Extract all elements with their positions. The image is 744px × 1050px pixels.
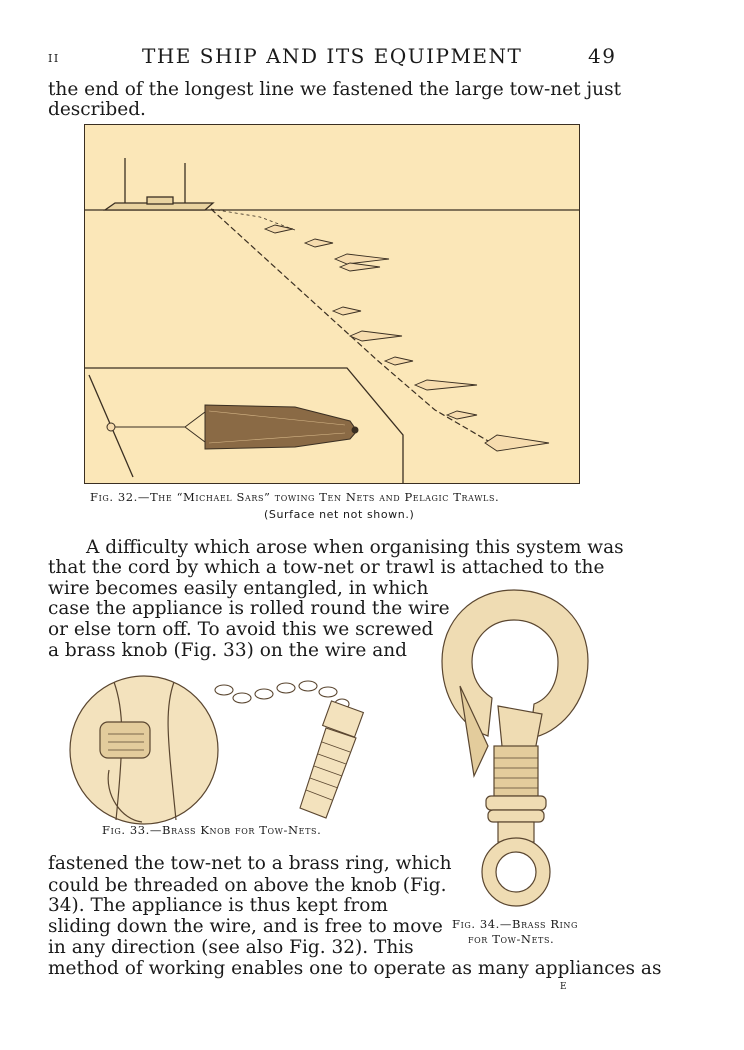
figure-34-caption-line2: for Tow-Nets. (468, 932, 555, 946)
text-line: a brass knob (Fig. 33) on the wire and (48, 640, 408, 661)
chapter-number: II (48, 52, 60, 65)
chain (215, 681, 349, 709)
text-line: the end of the longest line we fastened the large tow-net just (48, 79, 622, 100)
figure-32-subcaption: (Surface net not shown.) (264, 508, 415, 521)
text-line: that the cord by which a tow-net or trawl is attached to the (48, 557, 605, 578)
text-line: described. (48, 99, 146, 120)
text-line: method of working enables one to operate as many appliances as (48, 958, 662, 979)
figure-33-brass-knob-illustration (64, 670, 374, 830)
ship-icon (105, 158, 213, 210)
figure-34-caption-line1: Fig. 34.—Brass Ring (452, 917, 578, 931)
running-title: THE SHIP AND ITS EQUIPMENT (142, 44, 523, 68)
text-line: in any direction (see also Fig. 32). This (48, 937, 414, 958)
figure-32 (84, 124, 580, 484)
text-line: or else torn off. To avoid this we screwed (48, 619, 434, 640)
screw-bolt (300, 701, 363, 818)
figure-32-illustration (85, 125, 579, 483)
pelagic-trawl (107, 405, 358, 449)
figure-32-caption: Fig. 32.—The “Michael Sars” towing Ten Nets and Pelagic Trawls. (90, 490, 500, 504)
text-line: could be threaded on above the knob (Fig. (48, 875, 447, 896)
signature-mark: E (560, 982, 567, 992)
page-number: 49 (588, 44, 617, 68)
text-line: sliding down the wire, and is free to move (48, 916, 443, 937)
text-line: wire becomes easily entangled, in which (48, 578, 429, 599)
text-line: 34). The appliance is thus kept from (48, 895, 388, 916)
text-line: fastened the tow-net to a brass ring, which (48, 853, 452, 874)
figure-34-brass-ring-illustration (438, 586, 590, 908)
figure-33-caption: Fig. 33.—Brass Knob for Tow-Nets. (102, 823, 322, 837)
text-line: A difficulty which arose when organising this system was (86, 537, 624, 558)
threaded-stem (494, 746, 538, 796)
text-line: case the appliance is rolled round the wire (48, 598, 450, 619)
